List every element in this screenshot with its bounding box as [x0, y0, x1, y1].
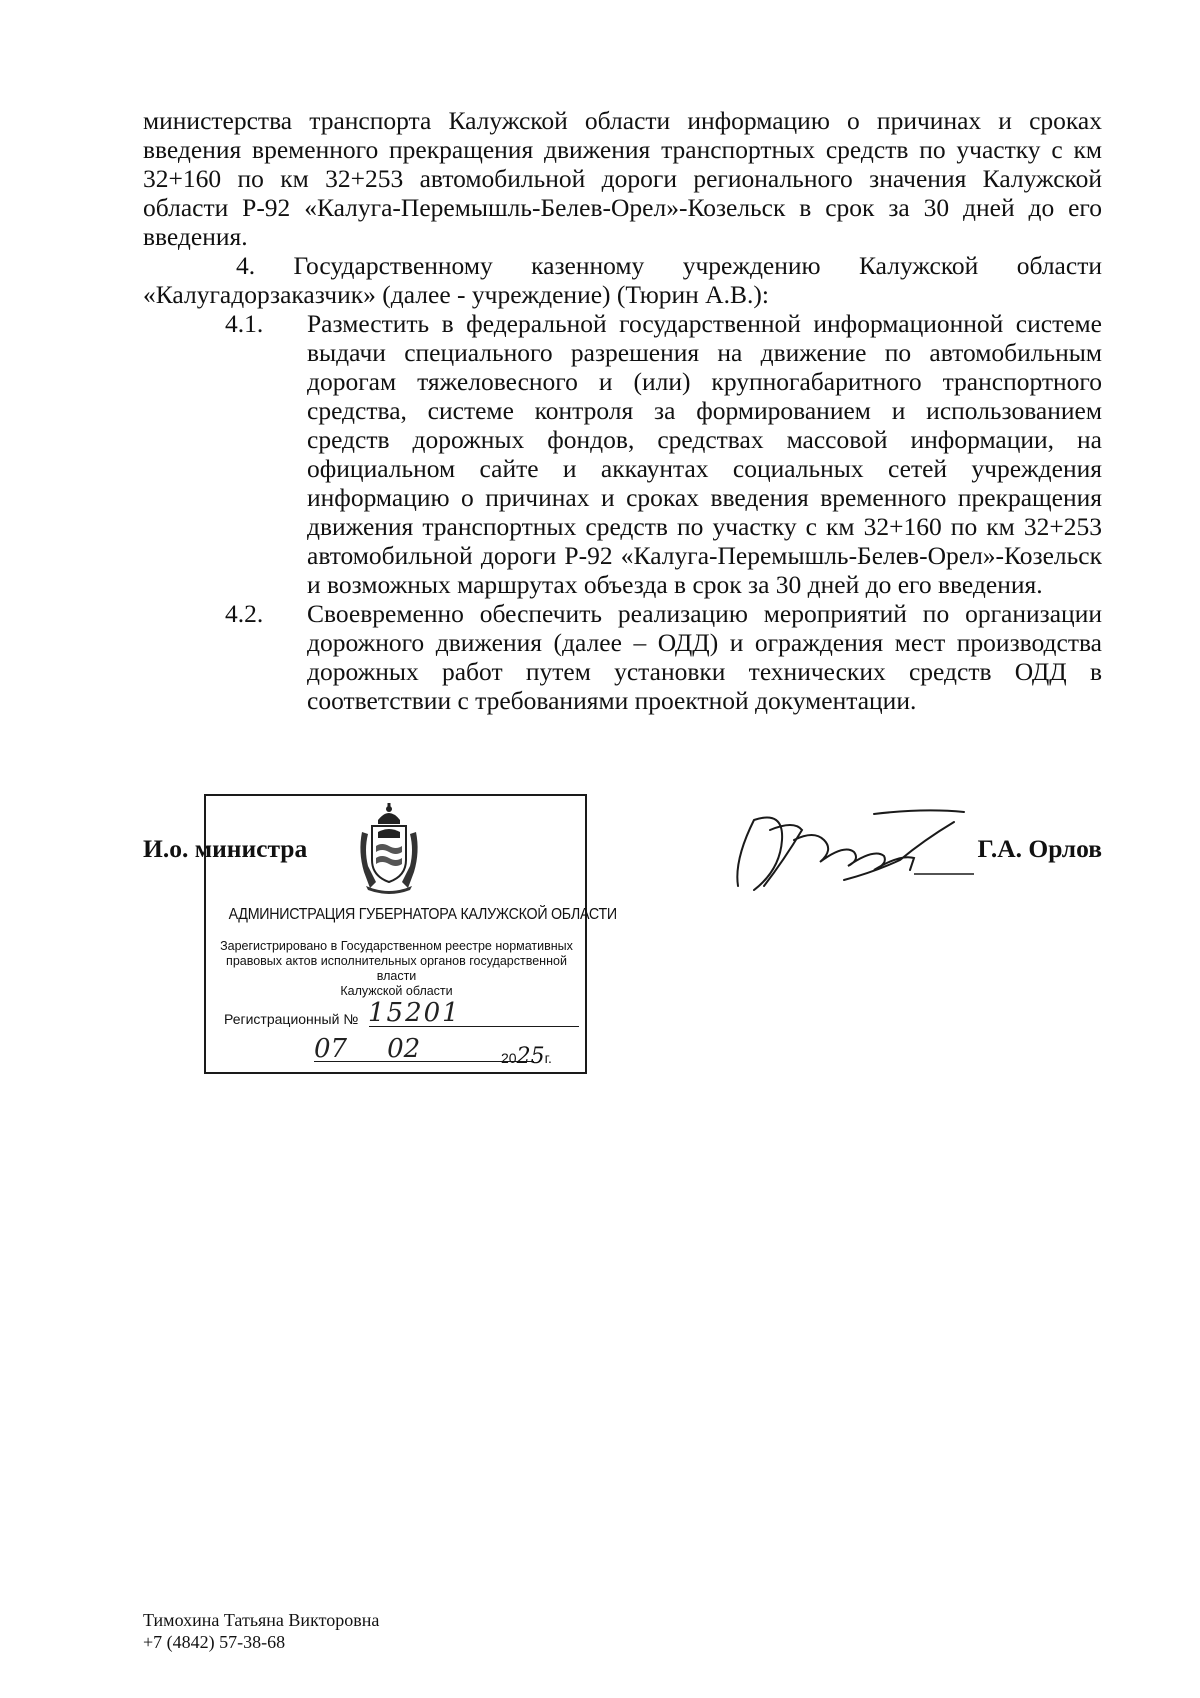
stamp-reg-number: 15201	[368, 998, 461, 1028]
subitem-text: Разместить в федеральной государственной информационной системе выдачи специального разрешения на движение по автомобильным дорогам тяжеловесного и (или) крупногабаритного транспортного средства, системе контроля за формированием и использованием средств дорожных фондов, средствах массовой информации, на официальном сайте и аккаунтах социальных сетей учреждения информацию о причинах и сроках введения временного прекращения движения транспортных средств по участку с км 32+160 по км 32+253 автомобильной дороги Р-92 «Калуга-Перемышль-Белев-Орел»-Козельск и возможных маршрутах объезда в срок за 30 дней до его введения.	[307, 309, 1102, 599]
subitem-4-2	[143, 599, 1102, 715]
registration-stamp	[204, 794, 617, 1074]
stamp-line: Калужской области	[340, 984, 453, 998]
executor-name: Тимохина Татьяна Викторовна	[143, 1610, 380, 1630]
executor-phone: +7 (4842) 57-38-68	[143, 1632, 286, 1652]
stamp-year-suffix: 25	[516, 1044, 545, 1069]
subitem-text: Своевременно обеспечить реализацию мероприятий по организации дорожного движения (далее – ОДД) и ограждения мест производства дорожных работ путем установки технических средств ОДД в соответствии с требованиями проектной документации.	[307, 599, 1102, 715]
subitem-4-1	[143, 309, 1102, 599]
stamp-date	[314, 1034, 420, 1064]
subitem-number: 4.2.	[225, 599, 264, 628]
stamp-organization: АДМИНИСТРАЦИЯ ГУБЕРНАТОРА КАЛУЖСКОЙ ОБЛАСТИ	[228, 906, 617, 923]
handwritten-signature	[724, 800, 974, 895]
subitem-number: 4.1.	[225, 309, 264, 338]
stamp-line: правовых актов исполнительных органов государственной власти	[226, 954, 567, 983]
paragraph-4: 4. Государственному казенному учреждению Калужской области «Калугадорзаказчик» (далее - учреждение) (Тюрин А.В.):	[143, 251, 1102, 309]
stamp-date-month: 02	[387, 1034, 421, 1064]
stamp-registration-text	[212, 939, 581, 999]
coat-of-arms-icon	[356, 802, 422, 894]
signatory-title: И.о. министра	[143, 834, 308, 863]
stamp-reg-label: Регистрационный №	[224, 1011, 359, 1027]
document-body	[143, 106, 1102, 715]
stamp-year-prefix: 20	[501, 1050, 517, 1066]
paragraph-3-continuation: министерства транспорта Калужской области информацию о причинах и сроках введения временного прекращения движения транспортных средств по участку с км 32+160 по км 32+253 автомобильной дороги регионального значения Калужской области Р-92 «Калуга-Перемышль-Белев-Орел»-Козельск в срок за 30 дней до его введения.	[143, 106, 1102, 251]
executor-contact	[143, 1609, 379, 1653]
signatory-name: Г.А. Орлов	[977, 834, 1102, 863]
stamp-year-end: г.	[544, 1050, 552, 1066]
stamp-date-day: 07	[314, 1034, 348, 1064]
stamp-line: Зарегистрировано в Государственном реестре нормативных	[220, 939, 573, 953]
stamp-year	[501, 1044, 552, 1069]
